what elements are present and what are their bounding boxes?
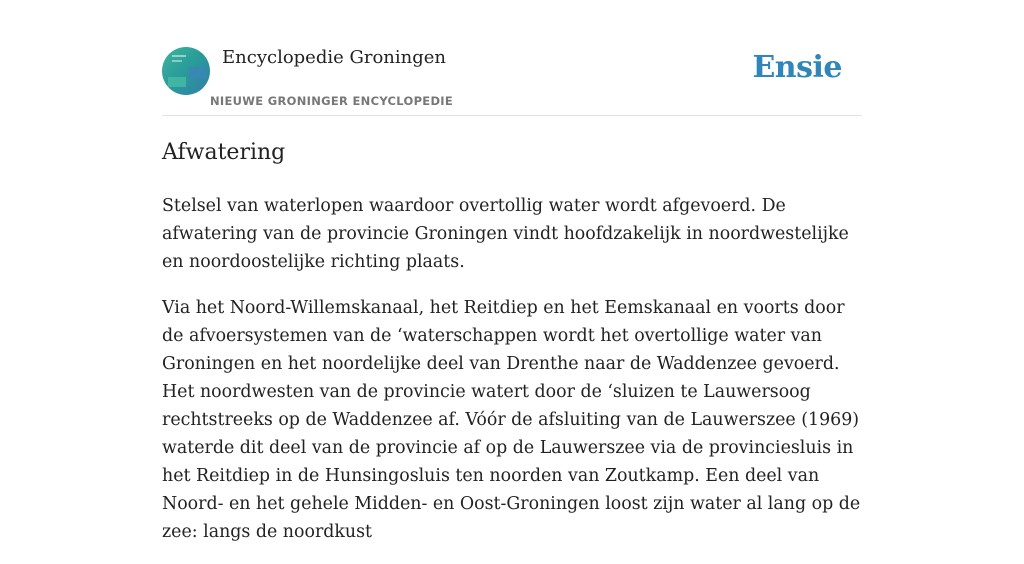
- article-paragraph: Via het Noord-Willemskanaal, het Reitdiep en het Eemskanaal en voorts door de afvoersystemen van de ‘waterschappen wordt het overtollige water van Groningen en het noordelijke deel van Drenthe naar de Waddenzee gevoerd. Het noordwesten van de provincie watert door de ‘sluizen te Lauwersoog rechtstreeks op de Waddenzee af. Vóór de afsluiting van de Lauwerszee (1969) waterde dit deel van de provincie af op de Lauwerszee via de provinciesluis in het Reitdiep in de Hunsingosluis ten noorden van Zoutkamp. Een deel van Noord- en het gehele Midden- en Oost-Groningen loost zijn water al lang op de zee: langs de noordkust: [162, 298, 861, 542]
- page-container: [162, 0, 862, 542]
- ensie-brand-logo[interactable]: Ensie: [752, 50, 842, 85]
- encyclopedia-logo-avatar[interactable]: [162, 47, 210, 95]
- encyclopedia-title-link[interactable]: Encyclopedie Groningen: [222, 47, 447, 68]
- encyclopedia-subtitle: NIEUWE GRONINGER ENCYCLOPEDIE: [210, 94, 454, 108]
- logo-decor: [172, 55, 186, 57]
- logo-decor: [168, 77, 186, 87]
- article-paragraph: Stelsel van waterlopen waardoor overtollig water wordt afgevoerd. De afwatering van de provincie Groningen vindt hoofdzakelijk in noordwestelijke en noordoostelijke richting plaats.: [162, 196, 849, 272]
- logo-decor: [172, 60, 182, 62]
- article-body: [162, 192, 862, 564]
- logo-decor: [189, 67, 206, 79]
- article-title: Afwatering: [162, 140, 286, 165]
- site-header: [162, 0, 862, 116]
